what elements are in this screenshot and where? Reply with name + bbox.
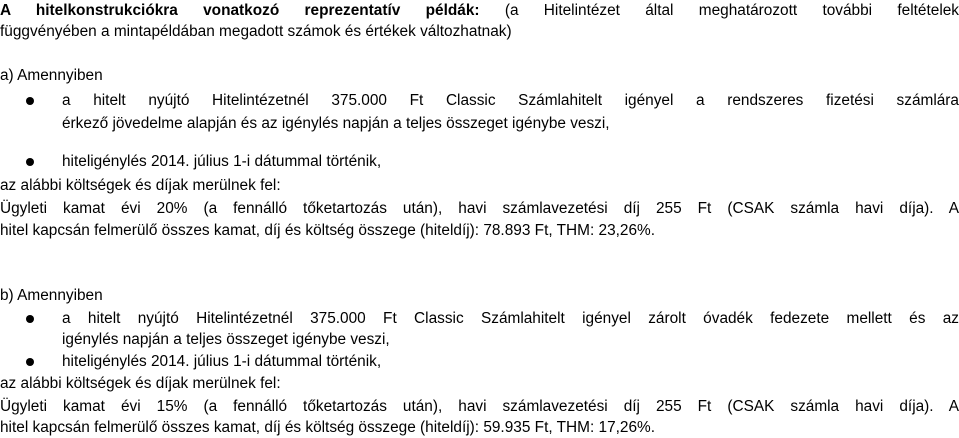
section-a-detail-line1: Ügyleti kamat évi 20% (a fennálló tőketartozás után), havi számlavezetési díj 255 Ft (CSAK számla havi díja). A — [0, 200, 959, 217]
section-b-detail-line2: hitel kapcsán felmerülő összes kamat, díj és költség összege (hiteldíj): 59.935 Ft, THM: 17,26%. — [0, 419, 655, 436]
section-a-costs-intro: az alábbi költségek és díjak merülnek fel: — [0, 177, 281, 194]
section-b-label: b) Amennyiben — [0, 287, 103, 304]
section-a-bullet1-line1: a hitelt nyújtó Hitelintézetnél 375.000 Ft Classic Számlahitelt igényel a rendszeres fizetési számlára — [62, 92, 959, 109]
intro-rest: (a Hitelintézet által meghatározott további feltételek — [504, 2, 959, 19]
bullet-icon — [26, 315, 34, 323]
section-b-bullet1-line2: igénylés napján a teljes összeget igénybe veszi, — [62, 331, 390, 348]
section-a-label: a) Amennyiben — [0, 67, 103, 84]
section-a-bullet1-line2: érkező jövedelme alapján és az igénylés napján a teljes összeget igénybe veszi, — [62, 115, 610, 132]
intro-heading: A hitelkonstrukciókra vonatkozó reprezentatív példák: — [0, 2, 480, 19]
intro-line-1 — [0, 1, 959, 21]
section-b-costs-intro: az alábbi költségek és díjak merülnek fel: — [0, 375, 281, 392]
section-a-bullet2: hiteligénylés 2014. július 1-i dátummal történik, — [62, 153, 382, 170]
section-b-bullet1-line1: a hitelt nyújtó Hitelintézetnél 375.000 Ft Classic Számlahitelt igényel zárolt óvadék fedezete mellett és az — [62, 310, 959, 327]
bullet-icon — [26, 358, 34, 366]
intro-line-2: függvényében a mintapéldában megadott számok és értékek változhatnak) — [0, 23, 512, 40]
bullet-icon — [26, 97, 34, 105]
section-a-detail-line2: hitel kapcsán felmerülő összes kamat, díj és költség összege (hiteldíj): 78.893 Ft, THM: 23,26%. — [0, 222, 655, 239]
section-b-detail-line1: Ügyleti kamat évi 15% (a fennálló tőketartozás után), havi számlavezetési díj 255 Ft (CSAK számla havi díja). A — [0, 398, 959, 415]
bullet-icon — [26, 158, 34, 166]
section-b-bullet2: hiteligénylés 2014. július 1-i dátummal történik, — [62, 353, 382, 370]
